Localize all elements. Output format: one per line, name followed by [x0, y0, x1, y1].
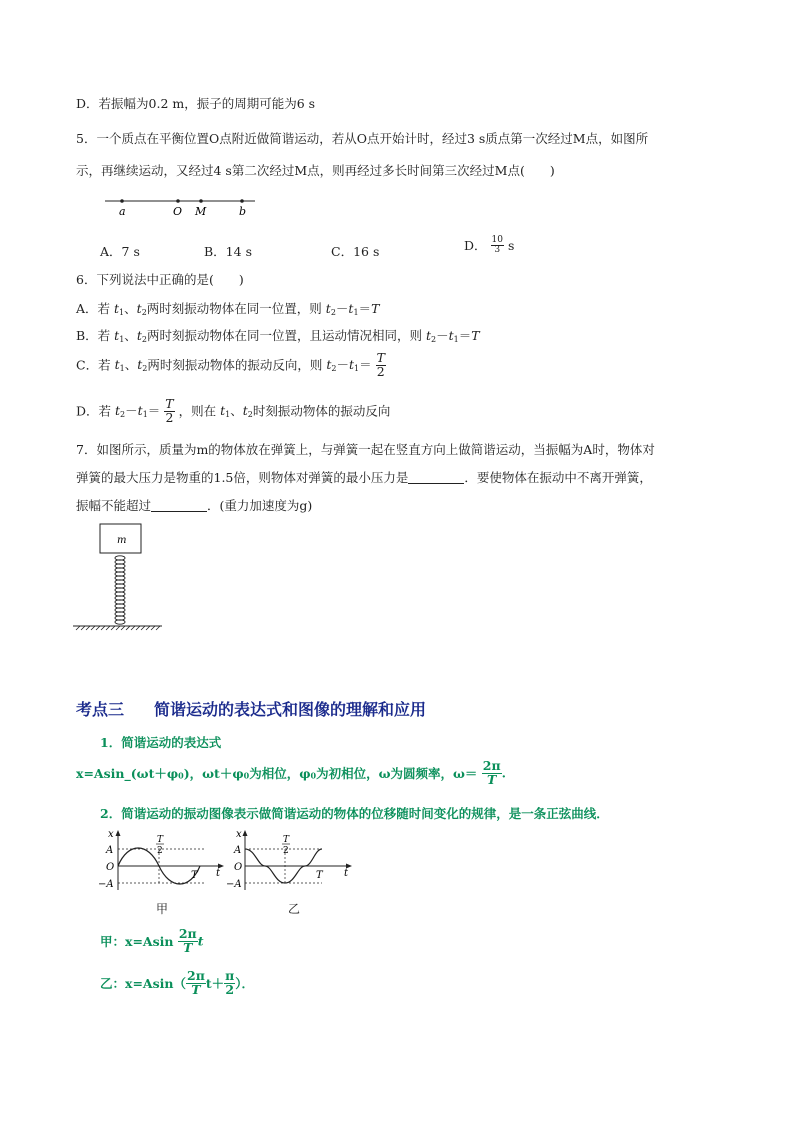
label-m: M [195, 205, 207, 218]
spring-coil [115, 556, 125, 624]
formula-jia: 甲：x=Asin $\frac{2\pi}{T}$ t [100, 926, 204, 955]
section-heading: 考点三 简谐运动的表达式和图像的理解和应用 [76, 700, 427, 719]
t-over-2-fraction: $\frac{T}{2}$ [165, 396, 174, 425]
q5-option-c: C．16 s [331, 244, 380, 259]
svg-text:T: T [283, 835, 290, 845]
q7-stem-line3: 振幅不能超过 ．(重力加速度为g) [76, 498, 313, 513]
q6-option-a: A．若 $t_1$、$t_2$两时刻振动物体在同一位置，则 $t_2-t_1=T$ [76, 301, 380, 317]
q5-option-a: A．7 s [100, 244, 140, 259]
svg-text:x: x [236, 829, 242, 840]
q7-stem-line2: 弹簧的最大压力是物重的1.5倍，则物体对弹簧的最小压力是 ．要使物体在振动中不离开弹簧， [76, 470, 652, 485]
omega-fraction: $\frac{2\pi}{T}$ [482, 758, 501, 787]
expression-formula: $x=Asin\_(\omega t+\varphi_0)$，$\omega t+\varphi_0$为相位，$\varphi_0$为初相位，ω为圆频率，ω＝ $\frac{2\pi}{T}$ . [76, 758, 506, 787]
svg-text:2: 2 [157, 846, 163, 856]
q6-stem: 6．下列说法中正确的是( ) [76, 272, 244, 287]
svg-text:A: A [234, 845, 242, 856]
formula-yi: 乙：x=Asin（ $\frac{2\pi}{T}$ t＋ $\frac{\pi}{2}$ ）． [100, 968, 255, 997]
q6-option-c: C．若 $t_1$、$t_2$两时刻振动物体的振动反向，则 $t_2-t_1=$ $\frac{T}{2}$ [76, 350, 385, 379]
item-2-text: 2．简谐运动的振动图像表示做简谐运动的物体的位移随时间变化的规律，是一条正弦曲线． [100, 806, 609, 821]
graph-yi [226, 828, 362, 898]
q5-axis-figure [100, 192, 270, 222]
q5-stem-line1: 5．一个质点在平衡位置O点附近做简谐运动，若从O点开始计时，经过3 s质点第一次经过M点，如图所 [76, 131, 649, 146]
svg-text:−A: −A [98, 879, 114, 890]
graph-jia [98, 828, 230, 898]
point-o [176, 199, 180, 203]
label-o: O [173, 205, 183, 218]
svg-text:x: x [108, 829, 114, 840]
q5-option-d: D． $\frac{10}{3}$ s [464, 235, 515, 255]
ground-hatching [76, 626, 160, 630]
point-b [240, 199, 244, 203]
point-m [199, 199, 203, 203]
svg-text:t: t [216, 868, 221, 879]
spring-block-figure [70, 520, 170, 635]
caption-jia: 甲 [156, 902, 169, 916]
q4-option-d: D．若振幅为0.2 m，振子的周期可能为6 s [76, 96, 316, 111]
svg-text:T: T [316, 870, 323, 881]
label-a: a [119, 205, 126, 218]
svg-text:O: O [106, 862, 115, 873]
mass-label: m [117, 535, 127, 546]
label-b: b [239, 205, 247, 218]
answer-blank-2 [151, 499, 207, 512]
svg-text:O: O [234, 862, 243, 873]
svg-text:T: T [191, 870, 198, 881]
item-1-title: 1．简谐运动的表达式 [100, 735, 222, 750]
svg-text:t: t [344, 868, 349, 879]
svg-text:−A: −A [226, 879, 242, 890]
q5-option-b: B．14 s [204, 244, 252, 259]
svg-text:T: T [157, 835, 164, 845]
answer-blank-1 [408, 471, 464, 484]
svg-text:A: A [106, 845, 114, 856]
svg-text:2: 2 [283, 846, 289, 856]
q5-stem-line2: 示，再继续运动，又经过4 s第二次经过M点，则再经过多长时间第三次经过M点( ) [76, 163, 555, 178]
caption-yi: 乙 [288, 902, 301, 916]
q6-option-b: B．若 $t_1$、$t_2$两时刻振动物体在同一位置，且运动情况相同，则 $t_2-t_1=T$ [76, 328, 480, 344]
q5-option-d-fraction: $\frac{10}{3}$ [491, 235, 503, 255]
t-over-2-fraction: $\frac{T}{2}$ [376, 350, 385, 379]
point-a [120, 199, 124, 203]
q6-option-d: D．若 $t_2-t_1=$ $\frac{T}{2}$ ，则在 $t_1$、$t_2$时刻振动物体的振动反向 [76, 396, 391, 425]
q7-stem-line1: 7．如图所示，质量为m的物体放在弹簧上，与弹簧一起在竖直方向上做简谐运动，当振幅为A时，物体对 [76, 442, 655, 457]
